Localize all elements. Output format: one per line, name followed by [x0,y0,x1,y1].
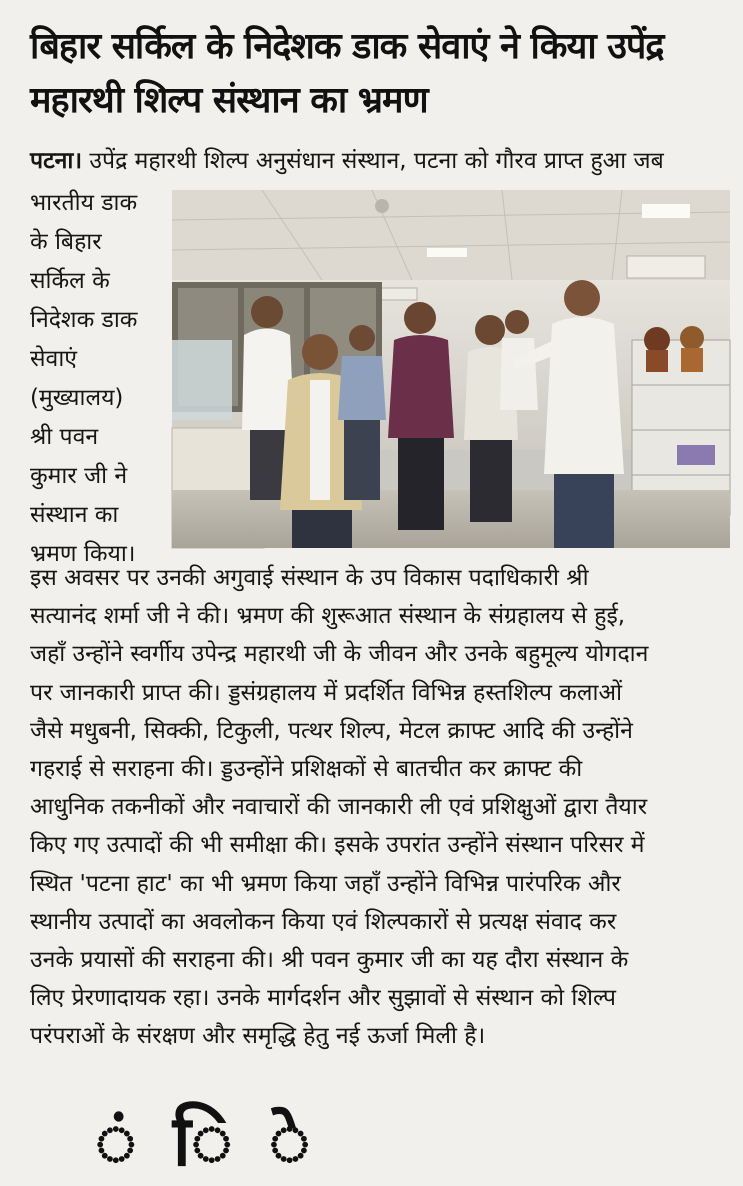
air-conditioner-small [377,288,417,300]
body-line: जहाँ उन्होंने स्वर्गीय उपेन्द्र महारथी जी के जीवन और उनके बहुमूल्य योगदान [30,641,649,668]
body-line: लिए प्रेरणादायक रहा। उनके मार्गदर्शन और सुझावों से संस्थान को शिल्प [30,985,616,1012]
side-line: भारतीय डाक [30,190,138,216]
body-line: परंपराओं के संरक्षण और समृद्धि हेतु नई ऊर्जा मिली है। [30,1023,486,1050]
body-line: गहराई से सराहना की। ड्डउन्होंने प्रशिक्षकों से बातचीत कर क्राफ्ट की [30,756,583,783]
figurine [644,327,670,353]
side-line: कुमार जी ने [30,463,128,489]
side-line: संस्थान का [30,502,119,528]
next-article-headline-fragment [0,1062,743,1182]
body-line: पर जानकारी प्राप्त की। ड्डसंग्रहालय में प्रदर्शित विभिन्न हस्तशिल्प कलाओं [30,679,622,706]
glass-case [172,340,232,420]
article-photo [172,190,730,548]
headline [30,20,730,128]
next-headline-text: ं ि े [95,1100,329,1182]
side-line: श्री पवन [30,424,99,450]
body-line: जैसे मधुबनी, सिक्की, टिकुली, पत्थर शिल्प, मेटल क्राफ्ट आदि की उन्होंने [30,717,633,744]
side-line: भ्रमण किया। [30,541,136,567]
ceiling-light [642,204,690,218]
side-line: सेवाएं [30,346,78,372]
side-line: (मुख्यालय) [30,385,124,411]
air-conditioner [627,256,705,278]
body-line: उनके प्रयासों की सराहना की। श्री पवन कुमार जी का यह दौरा संस्थान के [30,947,629,974]
body-line: इस अवसर पर उनकी अगुवाई संस्थान के उप विकास पदाधिकारी श्री [30,565,589,591]
article-body [30,559,730,1056]
body-line: किए गए उत्पादों की भी समीक्षा की। इसके उपरांत उन्होंने संस्थान परिसर में [30,832,645,859]
ceiling-fixture [375,199,389,213]
body-line: सत्यानंद शर्मा जी ने की। भ्रमण की शुरूआत संस्थान के संग्रहालय से हुई, [30,603,626,630]
lead-paragraph [30,142,730,180]
ceiling-light [427,248,467,257]
side-line: के बिहार [30,229,102,255]
lead-text: उपेंद्र महारथी शिल्प अनुसंधान संस्थान, पटना को गौरव प्राप्त हुआ जब [89,148,664,174]
photo-illustration [172,190,730,548]
body-line: स्थित 'पटना हाट' का भी भ्रमण किया जहाँ उन्होंने विभिन्न पारंपरिक और [30,870,621,897]
body-line: आधुनिक तकनीकों और नवाचारों की जानकारी ली एवं प्रशिक्षुओं द्वारा तैयार [30,794,648,821]
side-line: सर्किल के [30,268,110,294]
craft-item [677,445,715,465]
headline-line-1: बिहार सर्किल के निदेशक डाक सेवाएं ने किया उपेंद्र [30,26,664,67]
dateline: पटना। [30,148,83,174]
body-line: स्थानीय उत्पादों का अवलोकन किया एवं शिल्पकारों से प्रत्यक्ष संवाद कर [30,908,617,935]
figurine [680,326,704,350]
headline-line-2: महारथी शिल्प संस्थान का भ्रमण [30,80,428,121]
side-line: निदेशक डाक [30,307,138,333]
side-column-text [30,184,170,574]
